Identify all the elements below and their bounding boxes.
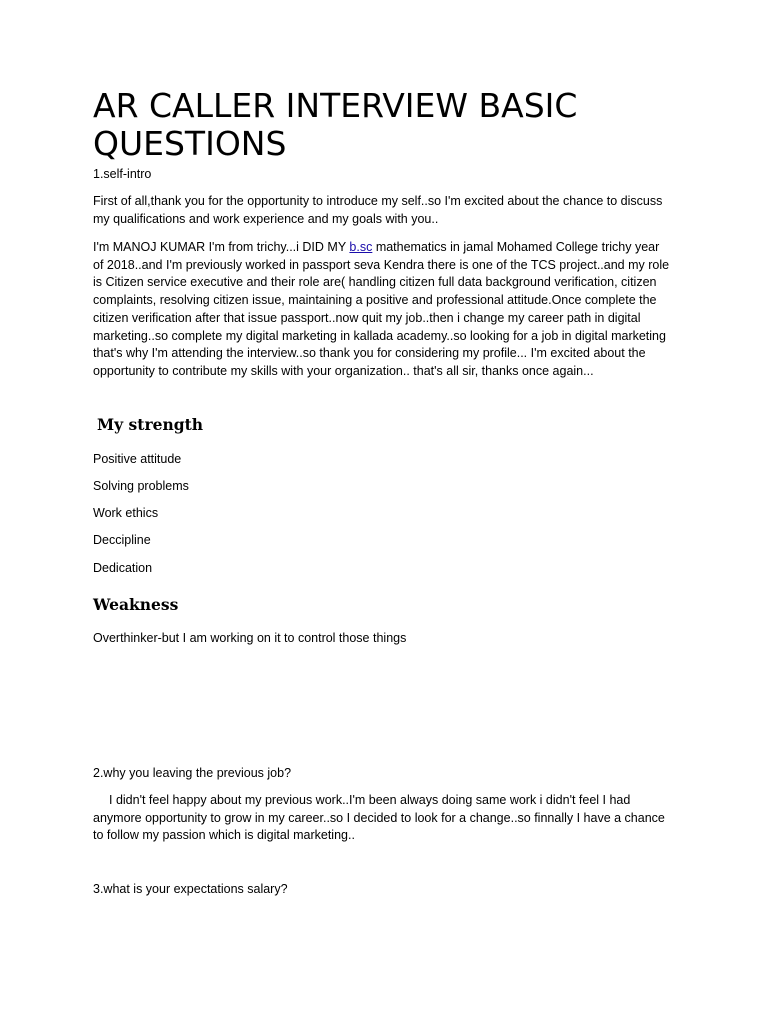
- self-intro-text-rest: mathematics in jamal Mohamed College trichy year of 2018..and I'm previously worked in passport seva Kendra there is one of the TCS project..and my role is Citizen service executive and their role are( handling citizen full data background verification, citizen complaints, resolving citizen issue, maintaining a positive and professional attitude.Once complete the citizen verification after that issue passport..now quit my job..then i change my career path in digital marketing..so complete my digital marketing in kallada academy..so looking for a job in digital marketing that's why I'm attending the interview..so thank you for considering my profile... I'm excited about the opportunity to contribute my skills with your organization.. that's all sir, thanks once again...: [93, 240, 670, 378]
- question-2-answer: I didn't feel happy about my previous work..I'm been always doing same work i didn't feel I had anymore opportunity to grow in my career..so I decided to look for a change..so finnally I have a chance to follow my passion which is digital marketing..: [93, 793, 665, 843]
- strength-item: Work ethics: [93, 506, 159, 520]
- self-intro-paragraph: [93, 239, 673, 381]
- weakness-heading: Weakness: [93, 595, 179, 614]
- question-2: 2.why you leaving the previous job?: [93, 766, 292, 780]
- intro-paragraph: First of all,thank you for the opportunity to introduce my self..so I'm excited about the chance to discuss my qualifications and work experience and my goals with you..: [93, 194, 663, 226]
- question-3: 3.what is your expectations salary?: [93, 882, 288, 896]
- strength-item: Dedication: [93, 561, 153, 575]
- strength-item: Solving problems: [93, 479, 189, 493]
- strength-heading: My strength: [97, 415, 204, 434]
- question-1: 1.self-intro: [93, 167, 152, 181]
- self-intro-text-start: I'm MANOJ KUMAR I'm from trichy...i DID MY: [93, 240, 350, 254]
- strength-item: Deccipline: [93, 533, 151, 547]
- strength-item: Positive attitude: [93, 452, 182, 466]
- bsc-link[interactable]: b.sc: [349, 240, 373, 254]
- weakness-text: Overthinker-but I am working on it to control those things: [93, 631, 407, 645]
- document-title: AR CALLER INTERVIEW BASIC QUESTIONS: [93, 86, 578, 163]
